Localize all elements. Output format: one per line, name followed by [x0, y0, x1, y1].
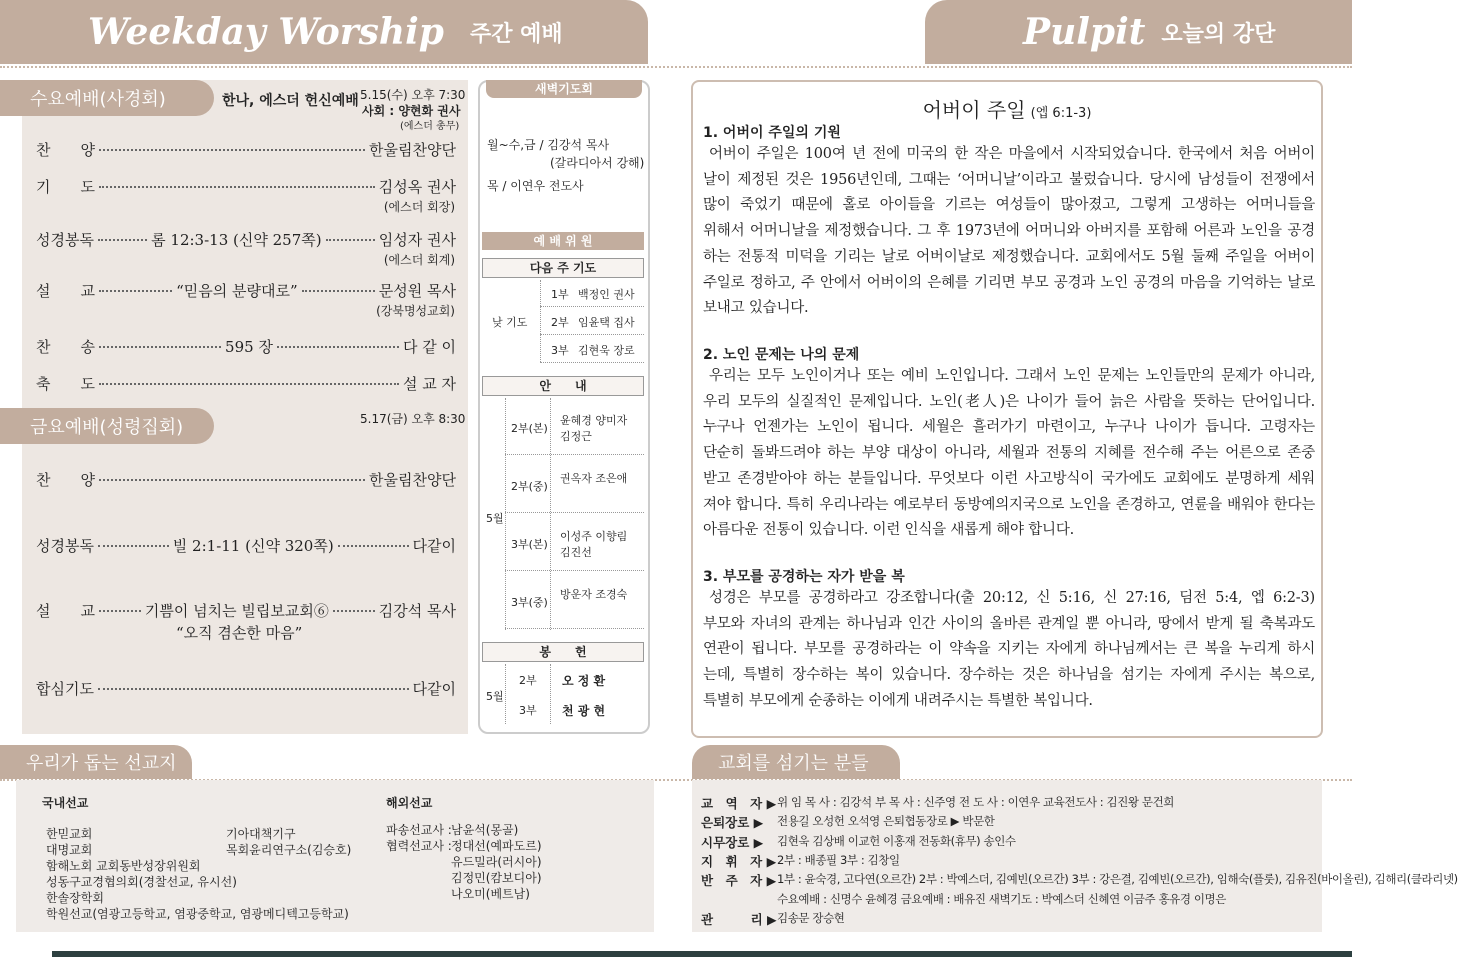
wed-time: 5.15(수) 오후 7:30 [360, 88, 466, 102]
fri-right: 다같이 [412, 537, 457, 555]
dawn-line2: 목 / 이연우 전도사 [487, 179, 584, 193]
sermon-line: 우리는 모두 노인이거나 또는 예비 노인입니다. 그래서 노인 문제는 노인들만의 문제가 아니라, [709, 368, 1315, 384]
servants-tab [692, 745, 900, 779]
servant-names: 전용길 오성헌 오석영 은퇴협동장로 ▶ 박문한 [777, 814, 995, 828]
sermon-line: 특별히 부모에게 순종하는 이에게 내려주시는 특별한 복입니다. [703, 692, 1093, 709]
dawn-title: 새벽기도회 [486, 80, 642, 98]
wed-label: 기 도 [36, 178, 95, 196]
prayer-part: 3부 [551, 344, 569, 357]
fri-right: 한울림찬양단 [369, 471, 456, 489]
prayer-label: 낮 기도 [492, 316, 528, 329]
guide-sep [505, 570, 644, 571]
sermon-section-heading: 2. 노인 문제는 나의 문제 [703, 347, 860, 363]
overseas-title: 해외선교 [386, 796, 433, 810]
offer-name: 천 광 현 [562, 704, 606, 718]
wed-middle: 595 장 [225, 338, 273, 356]
leader-dots [99, 383, 399, 385]
sermon-line: 날이 제정된 것은 1956년인데, 그때는 ‘어머니날’이라고 불렀습니다. 당시에 남성들이 전쟁에서 [703, 171, 1315, 188]
wed-label: 성경봉독 [36, 231, 94, 249]
leader-dots [99, 346, 221, 348]
wed-middle: “믿음의 분량대로” [176, 282, 298, 300]
offer-divider-b [550, 664, 551, 724]
domestic-item: 한믿교회 [46, 827, 93, 841]
overseas-label: 협력선교사 : [386, 839, 452, 853]
domestic-item: 함해노회 교회동반성장위원회 [46, 859, 201, 873]
guide-name: 이성주 이향림 [560, 530, 628, 543]
sermon-line: 누구나 언젠가는 노인이 됩니다. 세월은 흘러가기 마련이고, 누구나 나이가 듭니다. 고령자는 [703, 419, 1315, 436]
guide-divider-a [505, 398, 506, 630]
prayer-part: 2부 [551, 316, 569, 329]
sermon-title: 어버이 주일 [922, 98, 1026, 122]
sermon-section-heading: 3. 부모를 공경하는 자가 받을 복 [703, 569, 905, 585]
sermon-section-heading: 1. 어버이 주일의 기원 [703, 125, 841, 141]
fri-title: 금요예배(성령집회) [30, 417, 184, 438]
wed-row [36, 280, 456, 301]
sermon-line: 하는 전통적 미덕을 기리는 날로 어버이날로 제정했습니다. 교회에서도 5월 둘째 주일을 어버이 [703, 248, 1315, 265]
servant-names: 1부 : 윤숙경, 고다연(오르간) 2부 : 박예스더, 김예빈(오르간) 3부 : 강은결, 김예빈(오르간), 임해숙(플룻), 김유진(바이올린), 김해리(클라리넷) [777, 872, 1458, 886]
sermon-line: 우리 모두의 실질적인 문제입니다. 노인(老人)은 나이가 들어 늙은 사람을 뜻하는 단어입니다. [703, 393, 1315, 410]
guide-name: 방운자 조경숙 [560, 588, 628, 601]
wed-title: 수요예배(사경회) [30, 89, 166, 110]
overseas-item: 유드밀라(러시아) [451, 855, 542, 869]
weekday-worship-tab [0, 0, 648, 64]
fri-middle: 기쁨이 넘치는 빌립보교회⑥ [144, 602, 329, 620]
weekday-worship-script-title: Weekday Worship [88, 11, 444, 53]
overseas-item: 나오미(베트남) [451, 887, 530, 901]
domestic-item: 목회윤리연구소(김승호) [226, 843, 352, 857]
wed-sub: (에스더 회장) [383, 200, 455, 214]
prayer-part: 1부 [551, 288, 569, 301]
wed-label: 찬 양 [36, 141, 95, 159]
servants-title: 교회를 섬기는 분들 [718, 753, 869, 774]
prayer-sep [540, 334, 644, 335]
wed-title-pill [0, 80, 214, 116]
overseas-item: 남윤석(몽골) [451, 823, 519, 837]
guide-name-2: 김정근 [560, 430, 592, 443]
servant-names: 2부 : 배종필 3부 : 김창일 [777, 853, 900, 867]
prayer-name: 임윤택 집사 [578, 316, 635, 329]
sermon-line: 주일로 정하고, 주 안에서 어버이의 은혜를 기리면 부모 공경과 노인 공경의 마음을 기억하는 날로 [703, 274, 1315, 291]
guide-divider-b [550, 398, 551, 630]
fri-time: 5.17(금) 오후 8:30 [360, 412, 466, 426]
mission-title: 우리가 돕는 선교지 [26, 753, 177, 774]
leader-dots [99, 186, 375, 188]
wed-row [36, 139, 456, 160]
domestic-item: 대명교회 [46, 843, 93, 857]
servant-role: 교 역 자 ▶ [701, 796, 777, 811]
wed-right: 문성원 목사 [378, 282, 456, 300]
wed-label: 축 도 [36, 375, 95, 393]
next-prayer-header: 다음 주 기도 [482, 258, 644, 278]
overseas-item: 김정민(캄보디아) [451, 871, 542, 885]
wed-right: 한울림찬양단 [369, 141, 456, 159]
sermon-line: 어버이 주일은 100여 년 전에 미국의 한 작은 마을에서 시작되었습니다. 한국에서 처음 어버이 [709, 146, 1315, 162]
sermon-section [703, 118, 1315, 322]
header-divider [0, 66, 1352, 68]
sermon-line: 져야 합니다. 특히 우리나라는 예로부터 동방예의지국으로 노인을 존경하고, 연륜을 배워야 한다는 [703, 496, 1315, 513]
leader-dots [98, 545, 169, 547]
fri-label: 찬 양 [36, 471, 95, 489]
servant-role: 반 주 자 ▶ [701, 873, 777, 888]
servant-names: 김송문 장승현 [777, 911, 845, 925]
sermon-line: 단순히 돌봐드려야 하는 부양 대상이 아니라, 세월과 전통의 지혜를 전수해 주는 어른으로 존중 [703, 445, 1315, 462]
wed-group: 한나, 에스더 헌신예배 [222, 93, 359, 109]
guide-month: 5월 [486, 512, 504, 525]
servant-names: 김현욱 김상배 이교헌 이홍재 전동화(휴무) 송인수 [777, 834, 1016, 848]
wed-label: 설 교 [36, 282, 95, 300]
offer-part: 3부 [519, 704, 537, 717]
fri-row [36, 678, 456, 699]
leader-dots [333, 610, 375, 612]
wed-right: 김성옥 권사 [378, 178, 456, 196]
fri-middle: 빌 2:1-11 (신약 320쪽) [172, 537, 334, 555]
servant-role: 시무장로 ▶ [701, 835, 764, 850]
prayer-sep [540, 362, 644, 363]
wed-middle: 롬 12:3-13 (신약 257쪽) [151, 231, 322, 249]
offer-header: 봉 헌 [482, 642, 644, 662]
sermon-line: 많이 죽었기 때문에 홀로 아이들을 기르는 여성들이 많아졌고, 그렇게 고생하는 어머니들을 [703, 197, 1315, 214]
wed-sub: (강북명성교회) [376, 304, 455, 318]
guide-sep [505, 512, 644, 513]
fri-line2: “오직 겸손한 마음” [176, 624, 303, 642]
guide-sep [505, 628, 644, 629]
domestic-title: 국내선교 [42, 796, 89, 810]
wed-label: 찬 송 [36, 338, 95, 356]
leader-dots [99, 479, 365, 481]
wed-sub: (에스더 회계) [383, 253, 455, 267]
prayer-name: 백정인 권사 [578, 288, 635, 301]
sermon-line: 위해서 어머니날을 제정했습니다. 그 후 1973년에 어머니와 아버지를 포함해 어른과 노인을 공경 [703, 223, 1315, 240]
sermon-section [703, 562, 1315, 715]
dawn-line1: 월~수,금 / 김강석 목사 [487, 138, 610, 152]
pulpit-korean-title: 오늘의 강단 [1161, 21, 1276, 47]
fri-label: 설 교 [36, 602, 95, 620]
fri-right: 김강석 목사 [378, 602, 457, 620]
guide-header: 안 내 [482, 376, 644, 396]
fri-label: 합심기도 [36, 680, 94, 698]
domestic-item: 기아대책기구 [226, 827, 296, 841]
servant-role: 지 휘 자 ▶ [701, 854, 777, 869]
leader-dots [302, 290, 375, 292]
fri-row [36, 469, 456, 490]
offer-name: 오 정 환 [562, 674, 606, 688]
offer-divider-a [505, 664, 506, 724]
guide-name: 윤혜경 양미자 [560, 414, 628, 427]
prayer-sep [540, 306, 644, 307]
offer-month: 5월 [486, 690, 504, 703]
guide-part: 2부(본) [511, 422, 548, 435]
wed-row [36, 229, 456, 250]
servant-names: 수요예배 : 신명수 윤혜경 금요예배 : 배유진 새벽기도 : 박예스더 신혜연 이금주 홍유경 이명은 [777, 892, 1226, 906]
sermon-section [703, 340, 1315, 544]
sermon-line: 부모와 자녀의 관계는 하나님과 인간 사이의 올바른 관계일 뿐 아니라, 땅에서 받게 될 축복과도 [703, 615, 1315, 632]
domestic-item: 한솔장학회 [46, 891, 104, 905]
weekday-worship-korean-title: 주간 예배 [469, 21, 563, 47]
pulpit-script-title: Pulpit [1023, 11, 1146, 53]
wed-right: 다 같 이 [403, 338, 457, 356]
domestic-item: 성동구교경협의회(경찰선교, 유시선) [46, 875, 237, 889]
sermon-line: 연관이 됩니다. 부모를 공경하라는 이 약속을 지키는 자에게 하나님께서는 큰 복을 누리게 하시 [703, 641, 1315, 658]
leader-dots [99, 610, 141, 612]
wed-row [36, 373, 456, 394]
domestic-item: 학원선교(염광고등학교, 염광중학교, 염광메디텍고등학교) [46, 907, 349, 921]
sermon-ref: (엡 6:1-3) [1030, 106, 1092, 121]
fri-label: 성경봉독 [36, 537, 94, 555]
prayer-divider [540, 280, 541, 362]
sermon-line: 성경은 부모를 공경하라고 강조합니다(출 20:12, 신 5:16, 신 27:16, 딤전 5:4, 엡 6:2-3) [709, 590, 1315, 606]
leader-dots [99, 290, 172, 292]
guide-part: 2부(중) [511, 480, 548, 493]
guide-part: 3부(중) [511, 596, 548, 609]
prayer-name: 김현욱 장로 [578, 344, 635, 357]
leader-dots [326, 239, 375, 241]
sermon-line: 는데, 특별히 장수하는 복이 있습니다. 장수하는 것은 하나님을 섬기는 자에게 주시는 복으로, [703, 667, 1315, 684]
wed-right: 임성자 권사 [378, 231, 457, 249]
leader-dots [99, 149, 365, 151]
wed-row [36, 336, 456, 357]
overseas-item: 정대선(예파도르) [451, 839, 542, 853]
committee-title: 예 배 위 원 [482, 232, 644, 250]
dawn-line1b: (갈라디아서 강해) [550, 156, 645, 170]
wed-host: 사회 : 양현화 권사 [362, 104, 461, 118]
guide-part: 3부(본) [511, 538, 548, 551]
pulpit-tab [925, 0, 1352, 64]
leader-dots [98, 239, 147, 241]
wed-host-sub: (에스더 총무) [400, 121, 460, 132]
guide-sep [505, 454, 644, 455]
servant-names: 위 임 목 사 : 김강석 부 목 사 : 신주영 전 도 사 : 이연우 교육전도사 : 김진왕 문건희 [777, 795, 1175, 809]
sermon-line: 아름다운 전통이 있습니다. 이런 인식을 새롭게 해야 합니다. [703, 522, 1075, 539]
wed-right: 설 교 자 [402, 375, 456, 393]
fri-title-pill [0, 408, 214, 444]
fri-right: 다같이 [412, 680, 456, 698]
leader-dots [277, 346, 399, 348]
fri-row [36, 535, 456, 556]
offer-part: 2부 [519, 674, 537, 687]
overseas-label: 파송선교사 : [386, 823, 452, 837]
fri-row [36, 600, 456, 621]
leader-dots [98, 688, 409, 690]
sermon-line: 받고 존경받아야 하는 분들입니다. 무엇보다 이런 사고방식이 국가에도 교회에도 분명하게 세워 [703, 470, 1315, 487]
sermon-line: 보내고 있습니다. [703, 300, 809, 317]
leader-dots [338, 545, 409, 547]
wed-row [36, 176, 456, 197]
guide-name: 권옥자 조은애 [560, 472, 628, 485]
bottom-bar [52, 951, 1352, 957]
servant-role: 관 리 ▶ [701, 912, 777, 927]
servant-role: 은퇴장로 ▶ [701, 815, 764, 830]
guide-name-2: 김진선 [560, 546, 592, 559]
mission-tab [0, 745, 192, 779]
